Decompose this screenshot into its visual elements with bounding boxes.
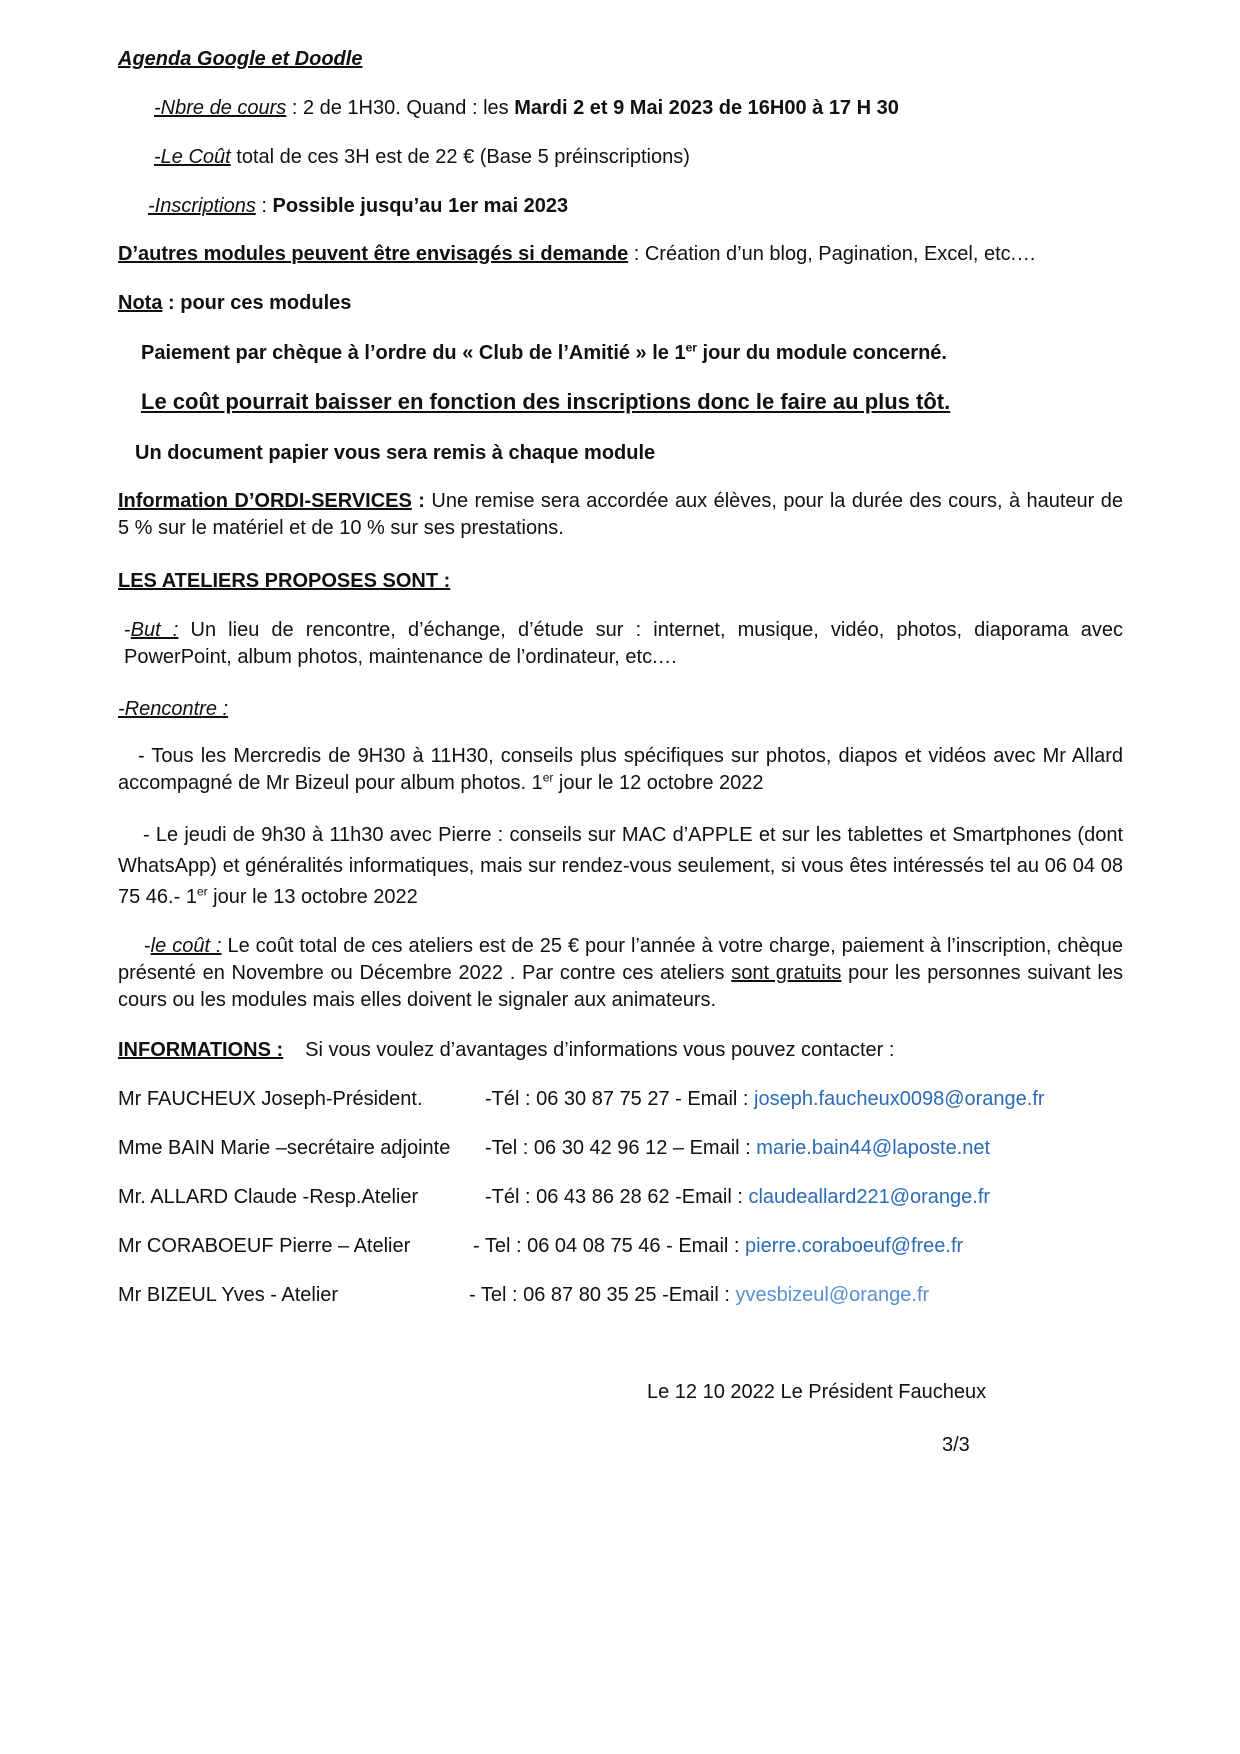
- sont-gratuits: sont gratuits: [731, 962, 842, 984]
- cout-baisse-line: Le coût pourrait baisser en fonction des inscriptions donc le faire au plus tôt.: [141, 389, 951, 414]
- email-link[interactable]: pierre.coraboeuf@free.fr: [745, 1235, 964, 1257]
- cout-text: total de ces 3H est de 22 € (Base 5 préinscriptions): [230, 146, 690, 168]
- agenda-inscriptions-line: [148, 193, 568, 219]
- mercredi-text-b: jour le 12 octobre 2022: [553, 772, 764, 794]
- paiement-text-b: jour du module concerné.: [696, 342, 947, 364]
- cout-dash: -: [144, 935, 151, 957]
- contact-name: Mr FAUCHEUX Joseph-Président.: [118, 1088, 423, 1110]
- contact-name: Mr BIZEUL Yves - Atelier: [118, 1284, 339, 1306]
- nbre-dates: Mardi 2 et 9 Mai 2023 de 16H00 à 17 H 30: [514, 97, 899, 119]
- cout-ateliers-paragraph: [118, 933, 1123, 1014]
- ateliers-title: LES ATELIERS PROPOSES SONT :: [118, 570, 451, 592]
- nota-line: [118, 290, 351, 316]
- but-label: But :: [130, 619, 179, 641]
- rencontre-label: -Rencontre :: [118, 698, 229, 720]
- cout-ateliers-label: le coût :: [150, 935, 222, 957]
- signature: Le 12 10 2022 Le Président Faucheux: [647, 1381, 987, 1403]
- email-link[interactable]: marie.bain44@laposte.net: [756, 1137, 991, 1159]
- mercredi-sup: er: [542, 770, 554, 785]
- email-link[interactable]: yvesbizeul@orange.fr: [735, 1284, 930, 1306]
- agenda-title: Agenda Google et Doodle: [118, 48, 363, 70]
- contact-tel-text: -Tel : 06 30 42 96 12 – Email :: [485, 1137, 757, 1159]
- paiement-sup: er: [685, 340, 697, 355]
- autres-text: : Création d’un blog, Pagination, Excel, etc.…: [628, 243, 1037, 265]
- ordi-services-paragraph: [118, 488, 1123, 542]
- contact-name: Mr. ALLARD Claude -Resp.Atelier: [118, 1186, 419, 1208]
- but-text: Un lieu de rencontre, d’échange, d’étude sur : internet, musique, vidéo, photos, diaporama avec PowerPoint, album photos, maintenance de l’ordinateur, etc.…: [124, 619, 1123, 668]
- contact-tel-text: -Tél : 06 43 86 28 62 -Email :: [485, 1186, 749, 1208]
- ordi-colon: :: [411, 490, 425, 512]
- nbre-label: -Nbre de cours: [154, 97, 287, 119]
- nbre-text: : 2 de 1H30. Quand : les: [286, 97, 515, 119]
- ordi-text: Une remise sera accordée aux élèves, pour la durée des cours, à hauteur de 5 % sur le matériel et de 10 % sur ses prestations.: [118, 490, 1123, 539]
- cout-ateliers-text-b: pour les personnes suivant les cours ou les modules mais elles doivent le signaler aux animateurs.: [118, 962, 1123, 1011]
- inscriptions-sep: :: [255, 195, 273, 217]
- informations-text: Si vous voulez d’avantages d’informations vous pouvez contacter :: [305, 1039, 895, 1061]
- contact-name: Mr CORABOEUF Pierre – Atelier: [118, 1235, 411, 1257]
- email-link[interactable]: joseph.faucheux0098@orange.fr: [754, 1088, 1045, 1110]
- paiement-text-a: Paiement par chèque à l’ordre du « Club de l’Amitié » le 1: [141, 342, 686, 364]
- email-link[interactable]: claudeallard221@orange.fr: [748, 1186, 991, 1208]
- paiement-line: [141, 340, 947, 366]
- but-paragraph: [124, 617, 1123, 671]
- contact-tel: [473, 1233, 963, 1259]
- contact-tel: [485, 1086, 1045, 1112]
- inscriptions-label: -Inscriptions: [148, 195, 256, 217]
- inscriptions-deadline: Possible jusqu’au 1er mai 2023: [272, 195, 569, 217]
- contact-tel-text: - Tel : 06 87 80 35 25 -Email :: [469, 1284, 736, 1306]
- autres-modules-line: [118, 241, 1036, 267]
- informations-line: [118, 1037, 894, 1063]
- contact-name: Mme BAIN Marie –secrétaire adjointe: [118, 1137, 451, 1159]
- nota-text: : pour ces modules: [162, 292, 352, 314]
- contact-tel: [485, 1135, 990, 1161]
- ordi-label: Information D’ORDI-SERVICES: [118, 490, 412, 512]
- contact-tel: [469, 1282, 929, 1308]
- contact-tel-text: -Tél : 06 30 87 75 27 - Email :: [485, 1088, 755, 1110]
- contact-tel: [485, 1184, 990, 1210]
- autres-label: D’autres modules peuvent être envisagés si demande: [118, 243, 629, 265]
- cout-ateliers-text-a: Le coût total de ces ateliers est de 25 € pour l’année à votre charge, paiement à l’inscription, chèque présenté en Novembre ou Décembre 2022 . Par contre ces ateliers: [118, 935, 1123, 984]
- mercredi-paragraph: [118, 743, 1123, 797]
- informations-label: INFORMATIONS :: [118, 1039, 284, 1061]
- jeudi-text-b: jour le 13 octobre 2022: [207, 886, 418, 908]
- contact-tel-text: - Tel : 06 04 08 75 46 - Email :: [473, 1235, 746, 1257]
- agenda-nbre-line: [154, 95, 899, 121]
- agenda-cout-line: [154, 144, 690, 170]
- jeudi-sup: er: [196, 884, 208, 899]
- document-papier-line: Un document papier vous sera remis à chaque module: [135, 442, 656, 464]
- nota-label: Nota: [118, 292, 163, 314]
- jeudi-paragraph: [118, 820, 1123, 913]
- mercredi-text-a: - Tous les Mercredis de 9H30 à 11H30, conseils plus spécifiques sur photos, diapos et vidéos avec Mr Allard accompagné de Mr Bizeul pour album photos. 1: [118, 745, 1123, 794]
- jeudi-text-a: - Le jeudi de 9h30 à 11h30 avec Pierre : conseils sur MAC d’APPLE et sur les tablettes et Smartphones (dont WhatsApp) et généralités informatiques, mais sur rendez-vous seulement, si vous êtes intéressés tel au 06 04 08 75 46.- 1: [118, 824, 1123, 908]
- cout-label: -Le Coût: [154, 146, 231, 168]
- but-dash: -: [124, 619, 131, 641]
- page-number: 3/3: [942, 1434, 970, 1456]
